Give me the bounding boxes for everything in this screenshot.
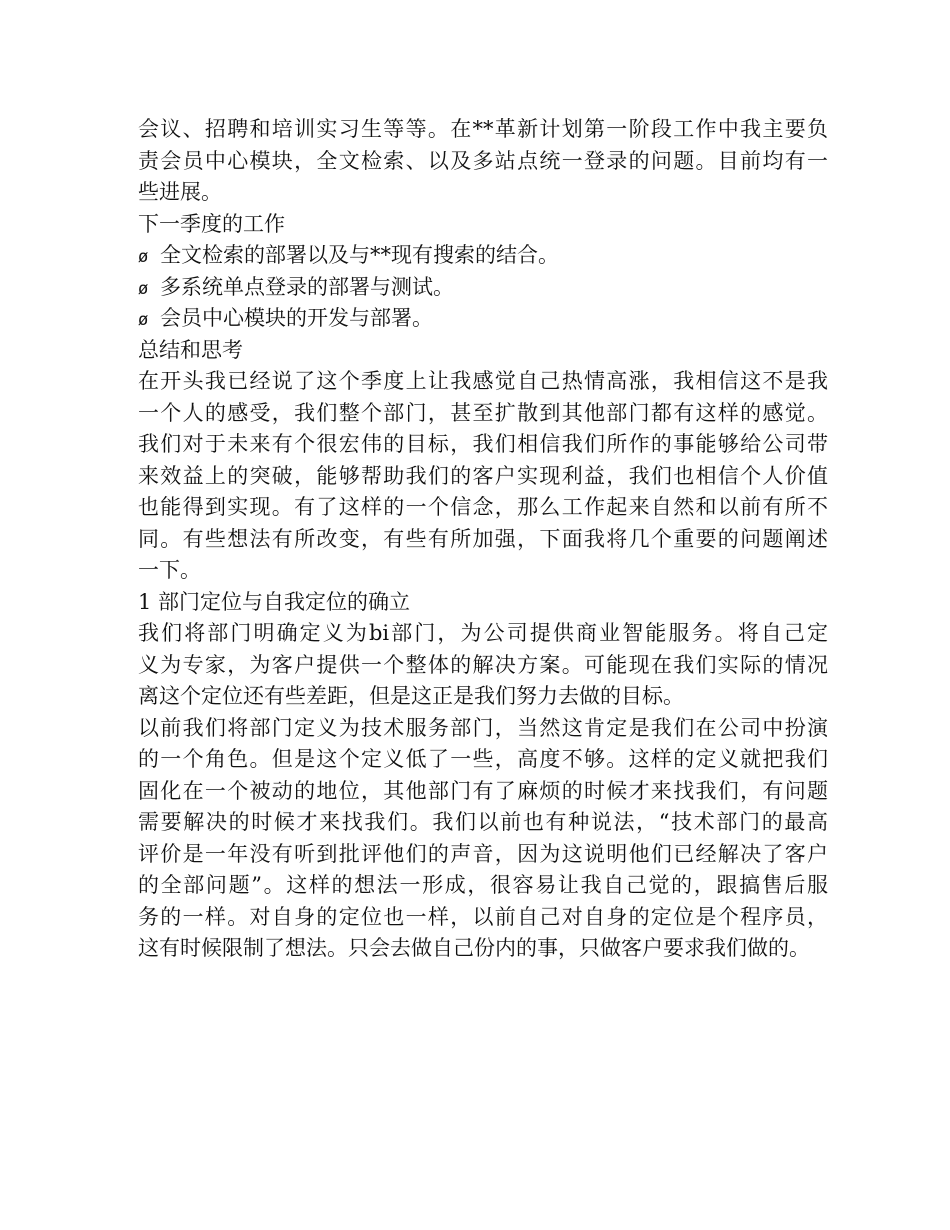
next-quarter-heading: 下一季度的工作 <box>138 211 285 236</box>
text-line: 一下。 <box>138 558 201 582</box>
text-line: 来效益上的突破，能够帮助我们的客户实现利益，我们也相信个人价值 <box>138 463 828 488</box>
section-heading: 1 部门定位与自我定位的确立 <box>138 589 411 614</box>
list-item <box>138 240 828 272</box>
bullet-icon: ø <box>138 247 149 267</box>
list-item-text: 全文检索的部署以及与**现有搜索的结合。 <box>160 243 559 267</box>
list-item <box>138 303 828 335</box>
text-line: 也能得到实现。有了这样的一个信念，那么工作起来自然和以前有所不 <box>138 495 828 519</box>
text-line: 的一个角色。但是这个定义低了一些，高度不够。这样的定义就把我们 <box>138 747 828 771</box>
text-line: 离这个定位还有些差距，但是这正是我们努力去做的目标。 <box>138 684 684 708</box>
text-line: 义为专家，为客户提供一个整体的解决方案。可能现在我们实际的情况 <box>138 652 828 677</box>
list-item <box>138 272 828 304</box>
text-line: 以前我们将部门定义为技术服务部门，当然这肯定是我们在公司中扮演 <box>138 715 828 740</box>
summary-heading: 总结和思考 <box>138 337 243 362</box>
bullet-icon: ø <box>138 310 149 330</box>
summary-paragraph <box>138 366 828 587</box>
text-line: 需要解决的时候才来找我们。我们以前也有种说法，“技术部门的最高 <box>138 810 828 834</box>
text-line: 会议、招聘和培训实习生等等。在**革新计划第一阶段工作中我主要负 <box>138 117 828 141</box>
text-line: 在开头我已经说了这个季度上让我感觉自己热情高涨，我相信这不是我 <box>138 369 828 393</box>
text-line: 责会员中心模块，全文检索、以及多站点统一登录的问题。目前均有一 <box>138 148 828 173</box>
document-page <box>138 114 828 965</box>
intro-paragraph <box>138 114 828 209</box>
section-paragraph <box>138 713 828 965</box>
section-paragraph <box>138 618 828 713</box>
bullet-icon: ø <box>138 278 149 299</box>
text-line: 一个人的感受，我们整个部门，甚至扩散到其他部门都有这样的感觉。 <box>138 400 828 425</box>
list-item-text: 多系统单点登录的部署与测试。 <box>160 274 454 299</box>
text-line: 我们对于未来有个很宏伟的目标，我们相信我们所作的事能够给公司带 <box>138 432 828 456</box>
text-line: 评价是一年没有听到批评他们的声音，因为这说明他们已经解决了客户 <box>138 841 828 866</box>
list-item-text: 会员中心模块的开发与部署。 <box>160 306 433 330</box>
text-line: 的全部问题”。这样的想法一形成，很容易让我自己觉的，跟搞售后服 <box>138 873 828 897</box>
text-line: 同。有些想法有所改变，有些有所加强，下面我将几个重要的问题阐述 <box>138 526 828 551</box>
text-line: 些进展。 <box>138 180 222 204</box>
next-quarter-list <box>138 240 828 335</box>
text-line: 这有时候限制了想法。只会去做自己份内的事，只做客户要求我们做的。 <box>138 936 810 960</box>
text-line: 我们将部门明确定义为bi部门，为公司提供商业智能服务。将自己定 <box>138 621 828 645</box>
text-line: 固化在一个被动的地位，其他部门有了麻烦的时候才来找我们，有问题 <box>138 778 828 803</box>
text-line: 务的一样。对自身的定位也一样，以前自己对自身的定位是个程序员， <box>138 904 828 929</box>
